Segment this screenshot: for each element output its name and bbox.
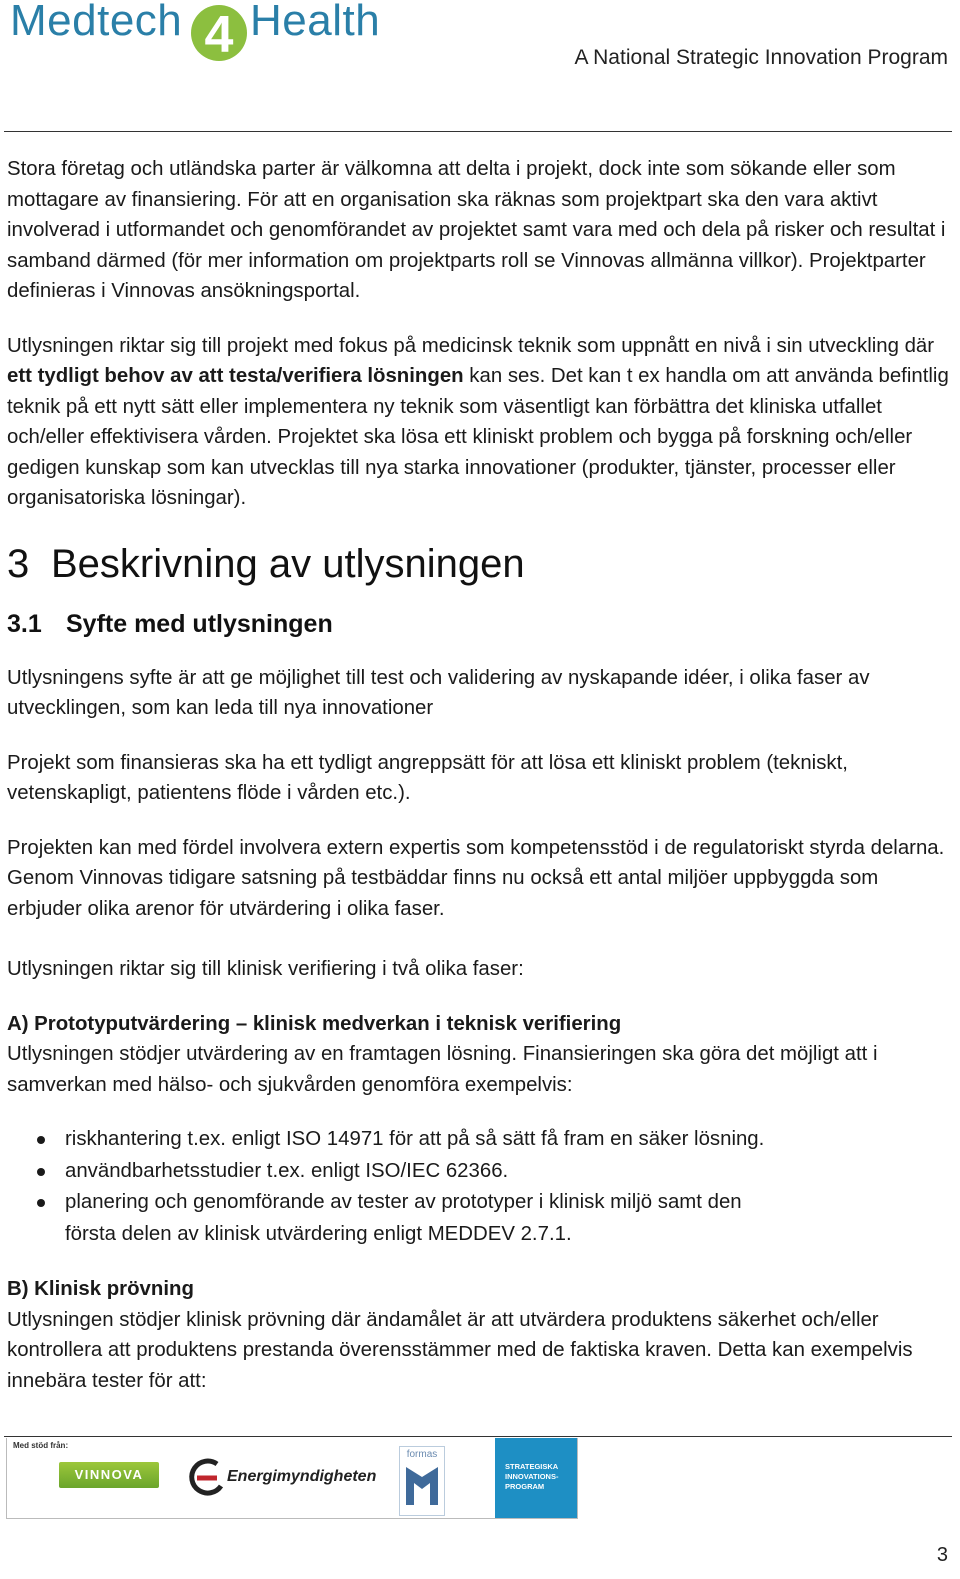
phase-a-text: Utlysningen stödjer utvärdering av en framtagen lösning. Finansieringen ska göra det möjligt att i samverkan med hälso- och sjukvården genomföra exempelvis:	[7, 1043, 878, 1096]
section-3-title: Beskrivning av utlysningen	[51, 541, 525, 586]
energimyndigheten-logo	[187, 1456, 387, 1500]
page-number: 3	[936, 1544, 948, 1566]
phase-a-title: A) Prototyputvärdering – klinisk medverkan i teknisk verifiering	[7, 1012, 622, 1035]
list-item: riskhantering t.ex. enligt ISO 14971 för att på så sätt få fram en säker lösning.	[7, 1124, 952, 1156]
section-3-1-title: Syfte med utlysningen	[66, 609, 333, 638]
intro-p2-emphasis: ett tydligt behov av att testa/verifiera lösningen	[7, 365, 464, 387]
formas-logo-text: formas	[406, 1449, 438, 1460]
logo-text-health: Health	[250, 0, 381, 45]
section-3-1-number: 3.1	[7, 609, 42, 638]
intro-p2-start: Utlysningen riktar sig till projekt med fokus på medicinsk teknik som uppnått en nivå i sin utveckling där	[7, 334, 935, 357]
sip-line-2: INNOVATIONS-	[505, 1472, 559, 1481]
footer-divider	[4, 1436, 952, 1437]
logo-four-digit: 4	[204, 6, 234, 64]
vinnova-logo-text: VINNOVA	[74, 1467, 144, 1482]
purpose-paragraph-1: Utlysningens syfte är att ge möjlighet till test och validering av nyskapande idéer, i olika faser av utvecklingen, som kan leda till nya innovationer	[7, 666, 870, 719]
sip-line-1: STRATEGISKA	[505, 1462, 559, 1471]
intro-paragraph-1: Stora företag och utländska parter är välkomna att delta i projekt, dock inte som sökande eller som mottagare av finansiering. För att en organisation ska räknas som projektpart ska den vara aktivt involverad i utformandet och genomförandet av projektet samt vara med och dela på risker och resultat i samband därmed (för mer information om projektparts roll se Vinnovas allmänna villkor). Projektparter definieras i Vinnovas ansökningsportal.	[7, 158, 946, 302]
intro-paragraph-2	[7, 331, 952, 514]
section-3-number: 3	[7, 541, 30, 586]
supported-by-label: Med stöd från:	[13, 1441, 69, 1450]
phase-b-text: Utlysningen stödjer klinisk prövning där ändamålet är att utvärdera produktens säkerhet och/eller kontrollera att produktens prestanda överensstämmer med de faktiska kraven. Detta kan exempelvis innebära tester för att:	[7, 1308, 913, 1392]
logo-text-medtech: Medtech	[10, 0, 183, 45]
phase-a-bullet-list	[7, 1124, 952, 1250]
phase-b-title: B) Klinisk prövning	[7, 1278, 194, 1300]
purpose-paragraph-2: Projekt som finansieras ska ha ett tydligt angreppsätt för att lösa ett kliniskt problem (tekniskt, vetenskapligt, patientens flöde i vården etc.).	[7, 751, 848, 804]
formas-logo	[399, 1446, 445, 1516]
purpose-paragraph-4: Utlysningen riktar sig till klinisk verifiering i två olika faser:	[7, 958, 524, 980]
list-item: planering och genomförande av tester av prototyper i klinisk miljö samt den första delen av klinisk utvärdering enligt MEDDEV 2.7.1.	[7, 1187, 952, 1250]
vinnova-logo	[59, 1462, 159, 1488]
section-3-heading	[7, 540, 952, 588]
energimyndigheten-logo-text: Energimyndigheten	[227, 1468, 377, 1485]
document-body	[7, 154, 952, 1396]
sip-line-3: PROGRAM	[505, 1482, 545, 1491]
strategic-innovation-program-logo	[495, 1438, 577, 1518]
purpose-paragraph-3: Projekten kan med fördel involvera extern expertis som kompetensstöd i de regulatoriskt styrda delarna. Genom Vinnovas tidigare satsning på testbäddar finns nu också ett antal miljöer uppbyggda som erbjuder olika arenor för utvärdering i olika faser.	[7, 836, 945, 920]
section-3-1-heading	[7, 608, 952, 640]
header-divider	[4, 131, 952, 132]
formas-emblem-icon	[404, 1465, 440, 1509]
sponsor-logos	[6, 1438, 578, 1519]
logo-four-icon	[188, 2, 250, 64]
energimyndigheten-swoosh-icon	[187, 1456, 227, 1500]
intro-p2-end: kan ses. Det kan t ex handla om att använda befintlig teknik på ett nytt sätt eller implementera ny teknik som väsentligt kan förbättra det kliniska utfallet och/eller effektivisera vården. Projektet ska lösa ett kliniskt problem och bygga på forskning och/eller gedigen kunskap som kan utvecklas till nya starka innovationer (produkter, tjänster, processer eller organisatoriska lösningar).	[7, 365, 949, 509]
header-tagline: A National Strategic Innovation Program	[574, 46, 948, 69]
list-item: användbarhetsstudier t.ex. enligt ISO/IEC 62366.	[7, 1156, 952, 1188]
